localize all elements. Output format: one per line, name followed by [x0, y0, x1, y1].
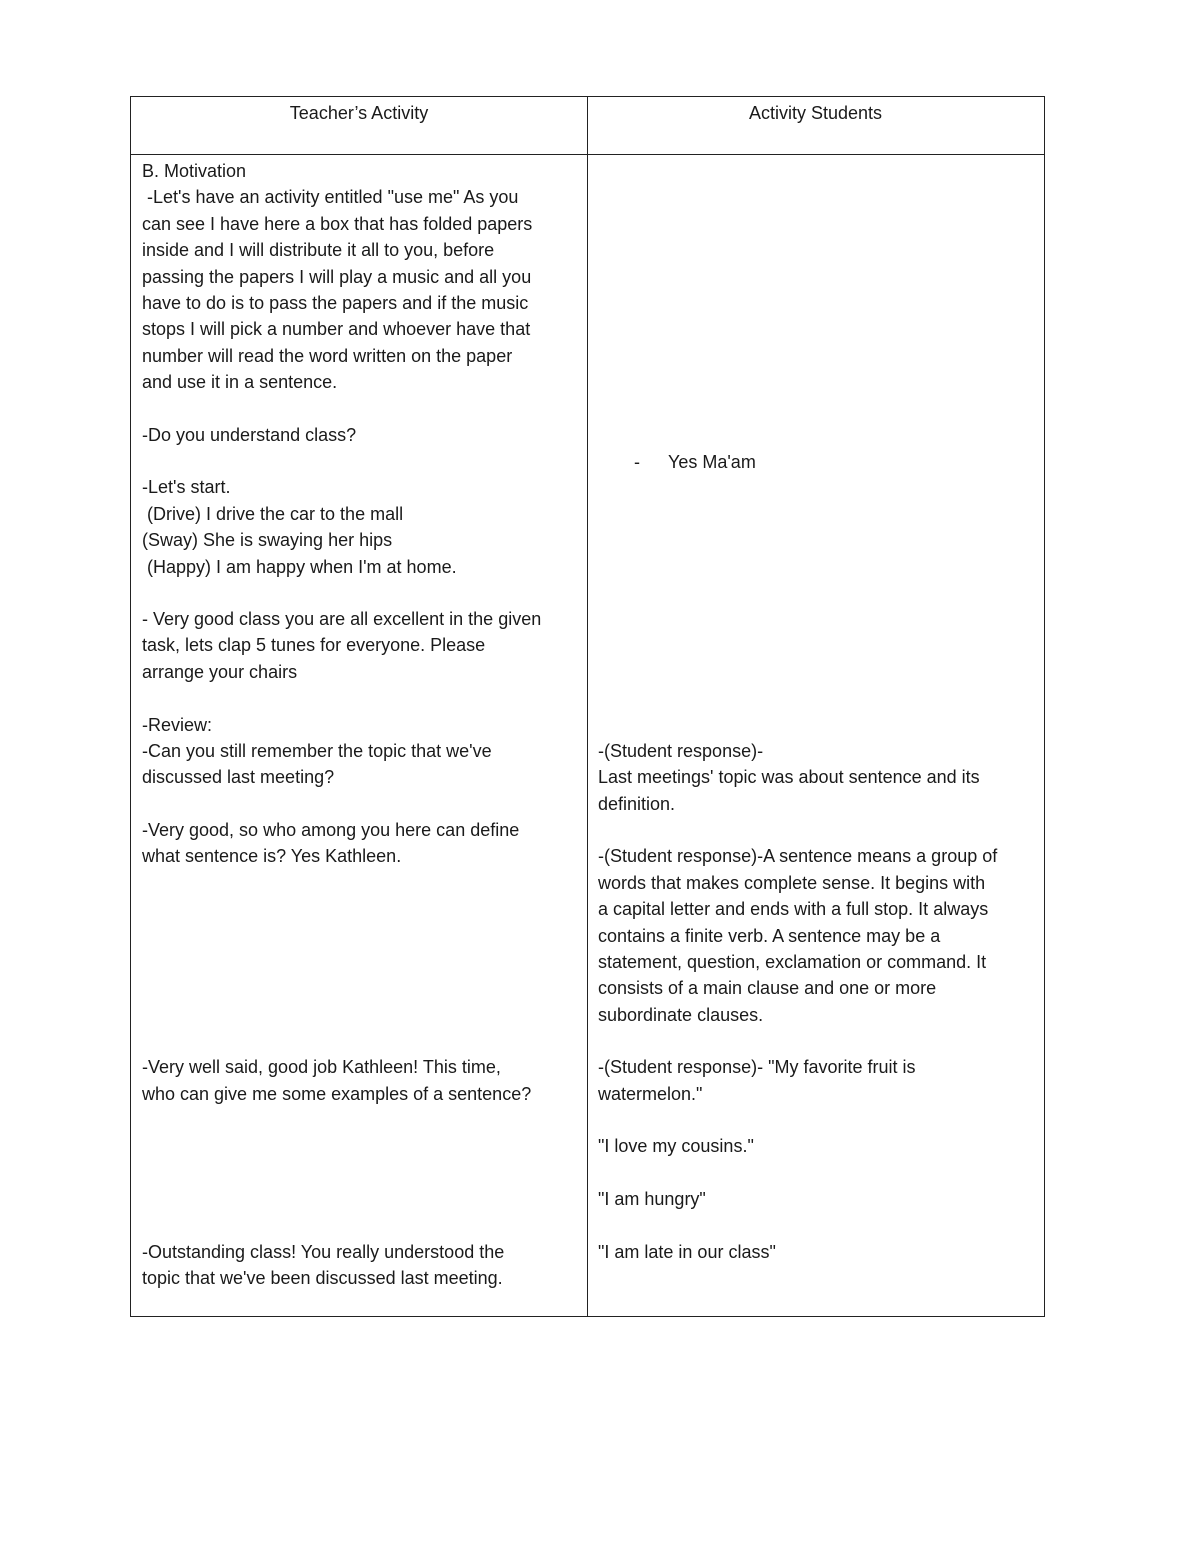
student-line: "I am late in our class" [598, 1242, 776, 1262]
teacher-line: topic that we've been discussed last meeting. [142, 1268, 503, 1288]
teacher-line: arrange your chairs [142, 662, 298, 682]
student-line: "I am hungry" [598, 1189, 706, 1209]
student-line: "I love my cousins." [598, 1136, 754, 1156]
teacher-line: task, lets clap 5 tunes for everyone. Please [142, 635, 486, 655]
header-activity-students: Activity Students [748, 103, 883, 123]
teacher-line: discussed last meeting? [142, 767, 335, 787]
student-line: words that makes complete sense. It begins with [598, 873, 986, 893]
teacher-line: can see I have here a box that has folded papers [142, 214, 533, 234]
teacher-line: -Let's start. [142, 477, 231, 497]
teacher-line: (Sway) She is swaying her hips [142, 530, 393, 550]
student-bullet-text: Yes Ma'am [668, 452, 756, 472]
header-row-divider [131, 154, 1044, 155]
student-bullet-dash: - [634, 452, 640, 472]
teacher-line: inside and I will distribute it all to you, before [142, 240, 495, 260]
teacher-line: what sentence is? Yes Kathleen. [142, 846, 402, 866]
teacher-line: -Let's have an activity entitled "use me" As you [142, 187, 519, 207]
student-line: -(Student response)- [598, 741, 764, 761]
teacher-line: -Very well said, good job Kathleen! This time, [142, 1057, 501, 1077]
student-line: contains a finite verb. A sentence may be a [598, 926, 941, 946]
student-line: watermelon." [598, 1084, 703, 1104]
header-teachers-activity: Teacher’s Activity [289, 103, 429, 123]
teacher-line: number will read the word written on the paper [142, 346, 513, 366]
student-line: -(Student response)-A sentence means a group of [598, 846, 998, 866]
teacher-line: and use it in a sentence. [142, 372, 338, 392]
student-line: Last meetings' topic was about sentence and its [598, 767, 980, 787]
student-line: -(Student response)- "My favorite fruit is [598, 1057, 916, 1077]
student-line: subordinate clauses. [598, 1005, 764, 1025]
lesson-plan-table [130, 96, 1045, 1317]
student-line: a capital letter and ends with a full stop. It always [598, 899, 989, 919]
teacher-line: have to do is to pass the papers and if the music [142, 293, 529, 313]
teacher-line: passing the papers I will play a music and all you [142, 267, 532, 287]
teacher-line: -Outstanding class! You really understood the [142, 1242, 505, 1262]
teacher-line: -Review: [142, 715, 213, 735]
student-line: consists of a main clause and one or more [598, 978, 937, 998]
student-line: definition. [598, 794, 676, 814]
column-divider [587, 97, 588, 1316]
teacher-line: -Do you understand class? [142, 425, 357, 445]
teacher-line: who can give me some examples of a sentence? [142, 1084, 532, 1104]
teacher-line: (Happy) I am happy when I'm at home. [142, 557, 457, 577]
teacher-line: -Very good, so who among you here can define [142, 820, 520, 840]
student-line: statement, question, exclamation or command. It [598, 952, 987, 972]
teacher-line: B. Motivation [142, 161, 247, 181]
teacher-line: stops I will pick a number and whoever have that [142, 319, 531, 339]
teacher-line: - Very good class you are all excellent in the given [142, 609, 542, 629]
teacher-line: (Drive) I drive the car to the mall [142, 504, 404, 524]
teacher-line: -Can you still remember the topic that we've [142, 741, 492, 761]
